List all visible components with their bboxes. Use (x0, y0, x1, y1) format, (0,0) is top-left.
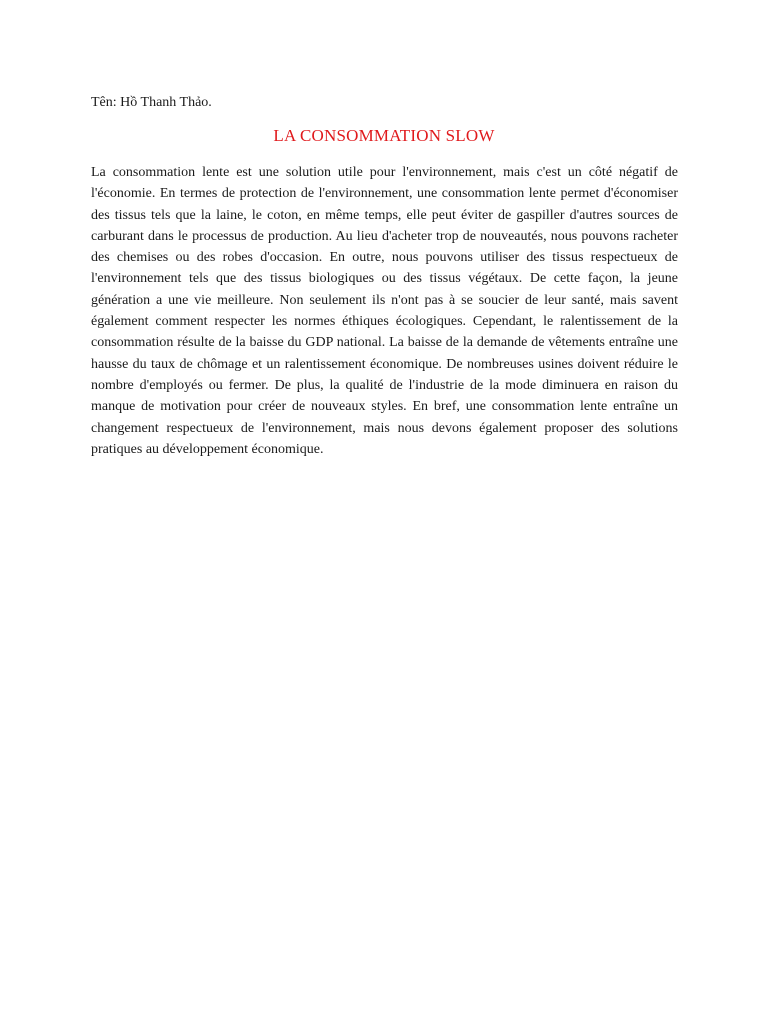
document-title: LA CONSOMMATION SLOW (273, 126, 495, 145)
body-paragraph: La consommation lente est une solution utile pour l'environnement, mais c'est un côté négatif de l'économie. En termes de protection de l'environnement, une consommation lente permet d'économiser des tissus tels que la laine, le coton, en même temps, elle peut éviter de gaspiller d'autres sources de carburant dans le processus de production. Au lieu d'acheter trop de nouveautés, nous pouvons racheter des chemises ou des robes d'occasion. En outre, nous pouvons utiliser des tissus respectueux de l'environnement tels que des tissus biologiques ou des tissus végétaux. De cette façon, la jeune génération a une vie meilleure. Non seulement ils n'ont pas à se soucier de leur santé, mais savent également comment respecter les normes éthiques écologiques. Cependant, le ralentissement de la consommation résulte de la baisse du GDP national. La baisse de la demande de vêtements entraîne une hausse du taux de chômage et un ralentissement économique. De nombreuses usines doivent réduire le nombre d'employés ou fermer. De plus, la qualité de l'industrie de la mode diminuera en raison du manque de motivation pour créer de nouveaux styles. En bref, une consommation lente entraîne un changement respectueux de l'environnement, mais nous devons également proposer des solutions pratiques au développement économique. (91, 165, 678, 457)
author-line: Tên: Hồ Thanh Thảo. (91, 95, 212, 110)
